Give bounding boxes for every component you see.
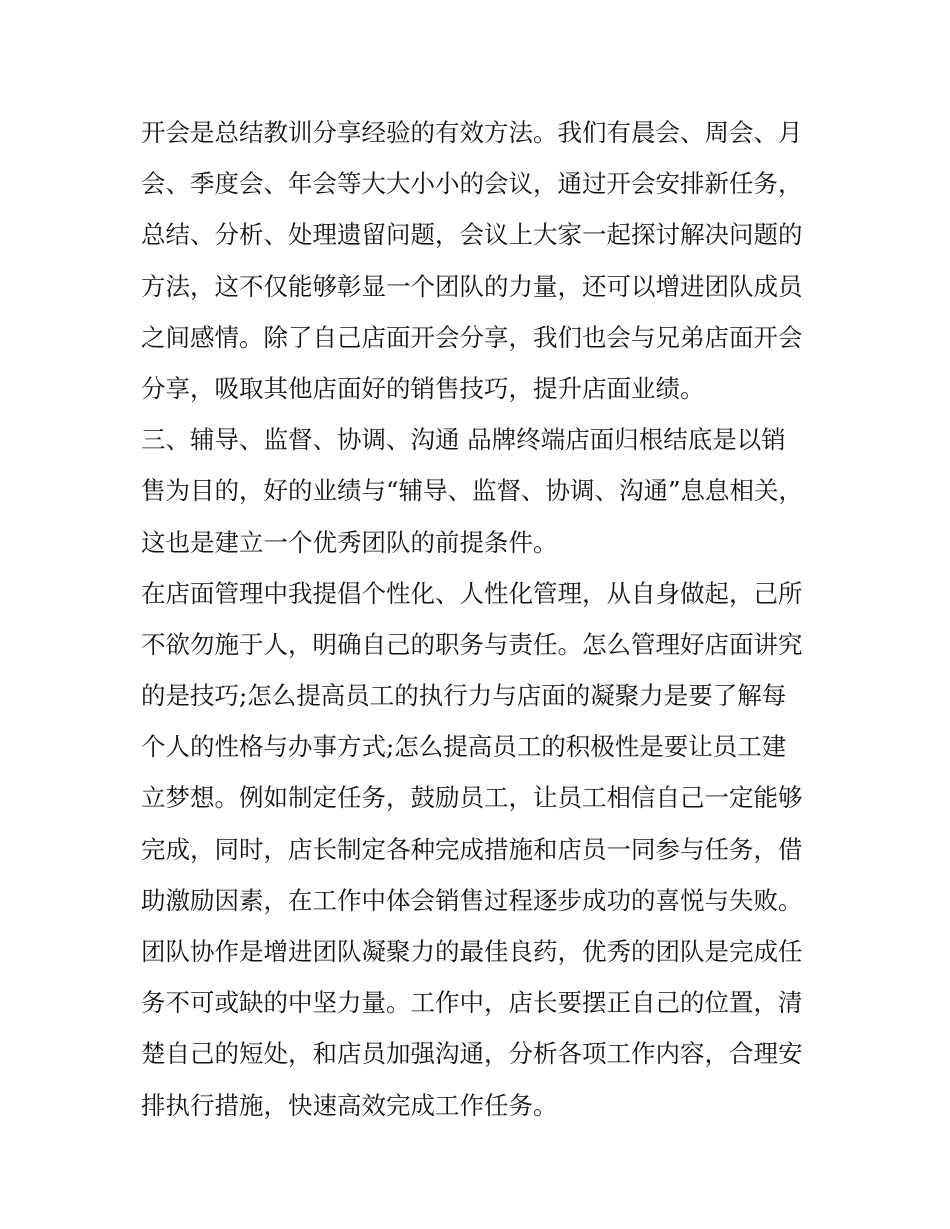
document-body (141, 107, 821, 1131)
text-line: 助激励因素，在工作中体会销售过程逐步成功的喜悦与失败。 (141, 885, 803, 915)
text-line: 的是技巧;怎么提高员工的执行力与店面的凝聚力是要了解每 (141, 681, 787, 711)
text-line: 个人的性格与办事方式;怎么提高员工的积极性是要让员工建 (141, 732, 787, 762)
text-line: 立梦想。例如制定任务，鼓励员工，让员工相信自己一定能够 (141, 783, 803, 813)
text-line: 方法，这不仅能够彰显一个团队的力量，还可以增进团队成员 (141, 271, 803, 301)
text-line: 在店面管理中我提倡个性化、人性化管理，从自身做起，己所 (141, 578, 803, 608)
text-line: 开会是总结教训分享经验的有效方法。我们有晨会、周会、月 (141, 118, 803, 147)
text-line: 不欲勿施于人，明确自己的职务与责任。怎么管理好店面讲究 (141, 629, 803, 659)
text-line: 这也是建立一个优秀团队的前提条件。 (141, 527, 558, 557)
text-line: 排执行措施，快速高效完成工作任务。 (141, 1090, 558, 1120)
text-line: 分享，吸取其他店面好的销售技巧，提升店面业绩。 (141, 373, 705, 403)
text-line: 会、季度会、年会等大大小小的会议，通过开会安排新任务， (141, 169, 803, 199)
text-line: 售为目的，好的业绩与“辅导、监督、协调、沟通”息息相关， (141, 476, 804, 506)
text-line: 完成，同时，店长制定各种完成措施和店员一同参与任务，借 (141, 834, 803, 864)
text-line: 之间感情。除了自己店面开会分享，我们也会与兄弟店面开会 (141, 322, 803, 352)
text-line: 务不可或缺的中坚力量。工作中，店长要摆正自己的位置，清 (141, 988, 803, 1018)
text-line: 总结、分析、处理遗留问题，会议上大家一起探讨解决问题的 (141, 220, 803, 250)
section-heading-line: 三、辅导、监督、协调、沟通 品牌终端店面归根结底是以销 (141, 425, 786, 455)
text-line: 团队协作是增进团队凝聚力的最佳良药，优秀的团队是完成任 (141, 937, 803, 966)
text-line: 楚自己的短处，和店员加强沟通，分析各项工作内容，合理安 (141, 1039, 803, 1069)
